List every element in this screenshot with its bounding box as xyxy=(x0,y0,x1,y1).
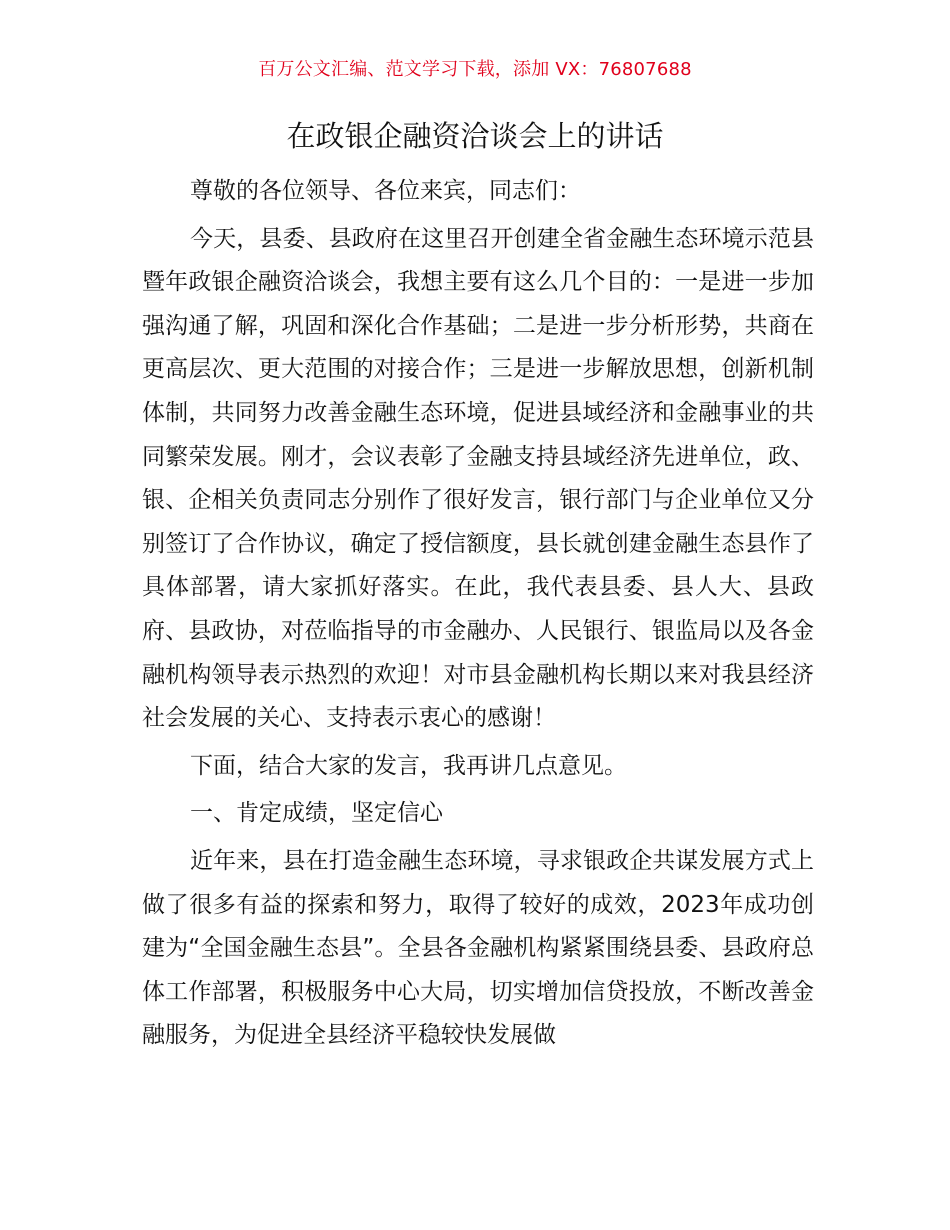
body-paragraph: 下面，结合大家的发言，我再讲几点意见。 xyxy=(190,752,627,779)
document-title: 在政银企融资洽谈会上的讲话 xyxy=(286,119,664,153)
body-paragraph: 近年来，县在打造金融生态环境，寻求银政企共谋发展方式上做了很多有益的探索和努力，取得了较好的成效，2023年成功创建为“全国金融生态县”。全县各金融机构紧紧围绕县委、县政府总体工作部署，积极服务中心大局，切实增加信贷投放，不断改善金融服务，为促进全县经济平稳较快发展做 xyxy=(142,847,814,1049)
section-heading: 一、肯定成绩，坚定信心 xyxy=(190,800,443,827)
document-body xyxy=(142,170,814,1058)
body-paragraph: 今天，县委、县政府在这里召开创建全省金融生态环境示范县暨年政银企融资洽谈会，我想主要有这么几个目的：一是进一步加强沟通了解，巩固和深化合作基础；二是进一步分析形势，共商在更高层次、更大范围的对接合作；三是进一步解放思想，创新机制体制，共同努力改善金融生态环境，促进县域经济和金融事业的共同繁荣发展。刚才，会议表彰了金融支持县域经济先进单位，政、银、企相关负责同志分别作了很好发言，银行部门与企业单位又分别签订了合作协议，确定了授信额度，县长就创建金融生态县作了具体部署，请大家抓好落实。在此，我代表县委、县人大、县政府、县政协，对莅临指导的市金融办、人民银行、银监局以及各金融机构领导表示热烈的欢迎！对市县金融机构长期以来对我县经济社会发展的关心、支持表示衷心的感谢！ xyxy=(142,225,814,732)
header-banner: 百万公文汇编、范文学习下载，添加 VX：76807688 xyxy=(258,59,692,80)
salutation-paragraph: 尊敬的各位领导、各位来宾，同志们： xyxy=(190,178,581,204)
